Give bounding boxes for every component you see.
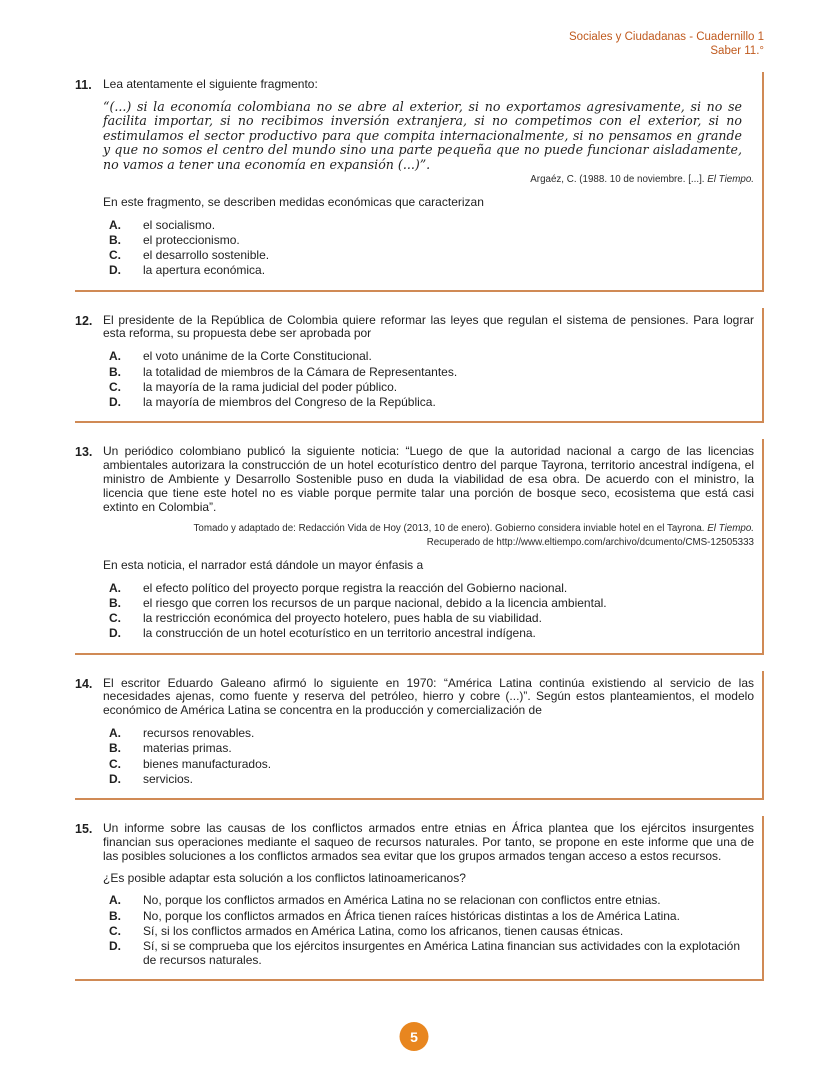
option-text: la restricción económica del proyecto hotelero, pues habla de su viabilidad.: [143, 611, 542, 626]
options-list: [103, 349, 754, 409]
question-content: [103, 445, 754, 642]
option-letter: D.: [109, 938, 121, 953]
options-list: [103, 893, 754, 967]
source-italic: El Tiempo.: [707, 522, 754, 534]
option-text: el proteccionismo.: [143, 233, 240, 248]
question-text: El escritor Eduardo Galeano afirmó lo siguiente en 1970: “América Latina continúa existiendo al servicio de las necesidades ajenas, como fuente y reserva del petróleo, hierro y cobre (...)”. Según estos planteamientos, el modelo económico de América Latina se concentra en la producción y comercialización de: [103, 675, 754, 718]
page-number: 5: [410, 1028, 418, 1045]
option-B: [103, 741, 754, 755]
question-content: [103, 677, 754, 787]
option-letter: C.: [109, 248, 121, 263]
header-subtitle: Saber 11.°: [710, 45, 764, 58]
option-text: recursos renovables.: [143, 726, 255, 741]
question-14: [75, 671, 764, 800]
option-text: Sí, si los conflictos armados en América Latina, como los africanos, tienen causas étnicas.: [143, 923, 624, 938]
options-list: [103, 218, 754, 278]
option-text: la apertura económica.: [143, 263, 266, 278]
option-C: [103, 380, 754, 394]
option-C: [103, 611, 754, 625]
option-letter: D.: [109, 263, 121, 278]
option-text: Sí, si se comprueba que los ejércitos insurgentes en América Latina financian sus actividades con la explotación de recursos naturales.: [143, 938, 741, 968]
option-C: [103, 757, 754, 771]
source-line: [103, 174, 754, 187]
option-letter: A.: [109, 217, 121, 232]
question-text: ¿Es posible adaptar esta solución a los conflictos latinoamericanos?: [103, 870, 466, 885]
question-11: [75, 72, 764, 292]
question-text: Un informe sobre las causas de los conflictos armados entre etnias en África plantea que los ejércitos insurgentes financian sus operaciones mediante el saqueo de recursos naturales. Por tanto, se propone en este informe que una de las posibles soluciones a los conflictos armados sea evitar que los grupos armados tengan acceso a estos recursos.: [103, 820, 754, 863]
question-13: [75, 439, 764, 655]
question-text: En esta noticia, el narrador está dándole un mayor énfasis a: [103, 557, 424, 572]
question-content: [103, 78, 754, 279]
source-before: Tomado y adaptado de: Redacción Vida de Hoy (2013, 10 de enero). Gobierno considera inviable hotel en el Tayrona.: [193, 522, 708, 534]
option-B: [103, 365, 754, 379]
source-before: Argaéz, C. (1988. 10 de noviembre. [...].: [530, 174, 708, 186]
option-C: [103, 248, 754, 262]
question-number: 11.: [75, 78, 92, 93]
option-letter: A.: [109, 893, 121, 908]
option-text: la mayoría de miembros del Congreso de la República.: [143, 394, 436, 409]
option-letter: C.: [109, 756, 121, 771]
question-content: [103, 822, 754, 968]
option-text: No, porque los conflictos armados en África tienen raíces históricas distintas a los de América Latina.: [143, 908, 680, 923]
option-letter: D.: [109, 394, 121, 409]
option-letter: A.: [109, 726, 121, 741]
option-text: la totalidad de miembros de la Cámara de Representantes.: [143, 364, 458, 379]
option-text: la construcción de un hotel ecoturístico en un territorio ancestral indígena.: [143, 626, 536, 641]
option-letter: B.: [109, 908, 121, 923]
question-number: 12.: [75, 313, 93, 328]
question-text: Un periódico colombiano publicó la siguiente noticia: “Luego de que la autoridad nacional a cargo de las licencias ambientales autorizara la construcción de un hotel ecoturístico dentro del parque Tayrona, territorio ancestral indígena, el ministro de Ambiente y Desarrollo Sostenible puso en duda la viabilidad de esa obra. De acuerdo con el ministro, la licencia que tiene este hotel no es viable porque permite talar una porción de bosque seco, ecosistema que está casi extinto en Colombia”.: [103, 443, 754, 514]
question-content: [103, 314, 754, 410]
option-B: [103, 596, 754, 610]
question-text: En este fragmento, se describen medidas económicas que caracterizan: [103, 195, 484, 210]
option-A: [103, 218, 754, 232]
header-title: Sociales y Ciudadanas - Cuadernillo 1: [569, 31, 764, 43]
source-before: Recuperado de http://www.eltiempo.com/archivo/dcumento/CMS-12505333: [426, 537, 754, 549]
option-text: el desarrollo sostenible.: [143, 248, 270, 263]
options-list: [103, 726, 754, 786]
option-letter: B.: [109, 741, 121, 756]
question-12: [75, 308, 764, 423]
option-D: [103, 395, 754, 409]
question-number: 13.: [75, 444, 93, 459]
option-A: [103, 581, 754, 595]
source-line: [103, 523, 754, 536]
option-letter: D.: [109, 771, 121, 786]
option-A: [103, 726, 754, 740]
option-B: [103, 909, 754, 923]
option-letter: A.: [109, 349, 121, 364]
option-letter: B.: [109, 596, 121, 611]
option-text: No, porque los conflictos armados en América Latina no se relacionan con conflictos entre etnias.: [143, 893, 661, 908]
options-list: [103, 581, 754, 641]
source-line: [103, 537, 754, 550]
option-B: [103, 233, 754, 247]
option-letter: C.: [109, 923, 121, 938]
page-number-badge: [400, 1022, 429, 1051]
question-number: 14.: [75, 676, 93, 691]
option-text: el voto unánime de la Corte Constitucional.: [143, 349, 372, 364]
option-text: servicios.: [143, 771, 194, 786]
option-A: [103, 349, 754, 363]
option-text: el socialismo.: [143, 217, 216, 232]
option-D: [103, 772, 754, 786]
question-number: 15.: [75, 821, 93, 836]
option-text: el efecto político del proyecto porque registra la reacción del Gobierno nacional.: [143, 580, 568, 595]
option-A: [103, 893, 754, 907]
quote-text: “(...) si la economía colombiana no se abre al exterior, si no exportamos agresivamente, si no se facilita importar, si no recibimos inversión extranjera, si no competimos con el exterior, si no estimulamos el sector productivo para que compita internacionalmente, si no pensamos en grande y que no somos el centro del mundo sino una parte pequeña que no puede funcionar aisladamente, no vamos a tener una economía en expansión (...)”.: [103, 98, 742, 172]
option-C: [103, 924, 754, 938]
question-text: El presidente de la República de Colombia quiere reformar las leyes que regulan el sistema de pensiones. Para lograr esta reforma, su propuesta debe ser aprobada por: [103, 312, 754, 341]
option-D: [103, 263, 754, 277]
option-letter: D.: [109, 626, 121, 641]
option-letter: A.: [109, 580, 121, 595]
question-15: [75, 816, 764, 981]
questions-container: [75, 72, 764, 981]
option-letter: B.: [109, 364, 121, 379]
option-text: la mayoría de la rama judicial del poder público.: [143, 379, 398, 394]
page-header: [75, 30, 764, 58]
option-D: [103, 939, 754, 967]
option-letter: C.: [109, 611, 121, 626]
option-text: materias primas.: [143, 741, 232, 756]
option-letter: B.: [109, 233, 121, 248]
option-text: el riesgo que corren los recursos de un parque nacional, debido a la licencia ambiental.: [143, 596, 607, 611]
question-text: Lea atentamente el siguiente fragmento:: [103, 77, 318, 92]
option-D: [103, 626, 754, 640]
source-italic: El Tiempo.: [707, 174, 754, 186]
option-letter: C.: [109, 379, 121, 394]
option-text: bienes manufacturados.: [143, 756, 272, 771]
